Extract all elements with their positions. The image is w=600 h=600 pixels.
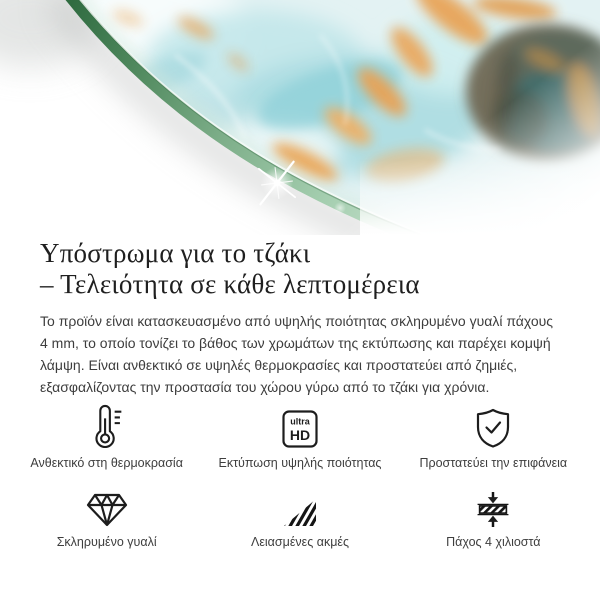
ultra-hd-icon [282,404,318,448]
feature-tempered-glass [10,483,203,550]
polished-edges-icon [282,483,318,527]
fade-overlay-bottom [360,160,600,235]
svg-text:ultra: ultra [290,416,310,427]
product-photo [0,0,600,235]
thickness-icon [474,483,512,527]
svg-text:HD: HD [289,427,311,443]
feature-temperature [10,404,203,471]
diamond-icon [86,483,128,527]
features-grid [10,404,590,550]
content-area [0,238,600,398]
thermometer-icon [91,404,123,448]
feature-label: Προστατεύει την επιφάνεια [419,456,568,470]
feature-label: Ανθεκτικό στη θερμοκρασία [30,456,183,470]
feature-label: Πάχος 4 χιλιοστά [446,535,541,549]
feature-label: Σκληρυμένο γυαλί [56,535,157,549]
product-description: Το προϊόν είναι κατασκευασμένο από υψηλής ποιότητας σκληρυμένο γυαλί πάχους 4 mm, το οποίο τονίζει το βάθος των χρωμάτων της εκτύπωσης και παρέχει κομψή λάμψη. Είναι ανθεκτικό σε υψηλές θερμοκρασίες και προστατεύει από ζημιές, εξασφαλίζοντας την προστασία του χώρου γύρω από το τζάκι για χρόνια. [40,313,554,395]
title-line-2: – Τελειότητα σε κάθε λεπτομέρεια [40,269,420,299]
feature-polished-edges [203,483,396,550]
feature-print-quality [203,404,396,471]
feature-label: Εκτύπωση υψηλής ποιότητας [218,456,382,470]
feature-surface-protection [397,404,590,471]
feature-thickness [397,483,590,550]
title-line-1: Υπόστρωμα για το τζάκι [40,238,311,268]
feature-label: Λειασμένες ακμές [250,535,349,549]
page-title [40,238,560,300]
shield-check-icon [476,404,510,448]
